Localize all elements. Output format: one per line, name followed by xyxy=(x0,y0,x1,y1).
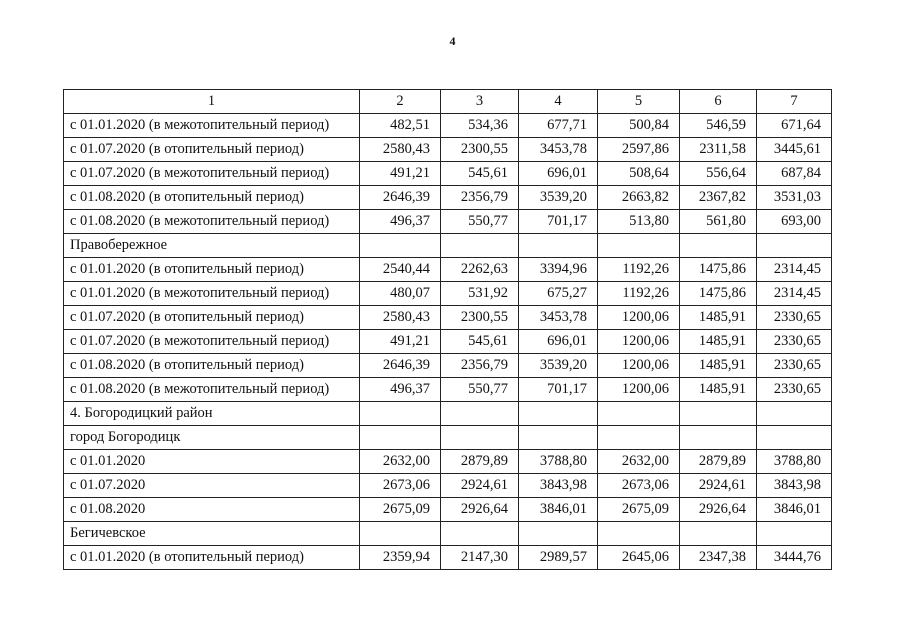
value-cell: 3444,76 xyxy=(757,546,832,570)
row-label: с 01.01.2020 (в межотопительный период) xyxy=(64,114,360,138)
value-cell: 2330,65 xyxy=(757,306,832,330)
value-cell xyxy=(680,426,757,450)
value-cell: 1475,86 xyxy=(680,258,757,282)
row-label: с 01.07.2020 xyxy=(64,474,360,498)
value-cell: 696,01 xyxy=(519,330,598,354)
row-label: с 01.01.2020 (в отопительный период) xyxy=(64,258,360,282)
value-cell: 1200,06 xyxy=(598,306,680,330)
value-cell: 1485,91 xyxy=(680,378,757,402)
value-cell: 3445,61 xyxy=(757,138,832,162)
row-label: с 01.07.2020 (в отопительный период) xyxy=(64,306,360,330)
value-cell: 1200,06 xyxy=(598,330,680,354)
value-cell: 513,80 xyxy=(598,210,680,234)
value-cell xyxy=(519,426,598,450)
value-cell xyxy=(519,402,598,426)
table-row xyxy=(64,354,832,378)
table-row xyxy=(64,498,832,522)
value-cell: 2367,82 xyxy=(680,186,757,210)
value-cell: 508,64 xyxy=(598,162,680,186)
value-cell: 675,27 xyxy=(519,282,598,306)
value-cell: 2262,63 xyxy=(441,258,519,282)
value-cell: 2347,38 xyxy=(680,546,757,570)
value-cell: 687,84 xyxy=(757,162,832,186)
value-cell xyxy=(757,234,832,258)
value-cell: 2597,86 xyxy=(598,138,680,162)
row-label: с 01.07.2020 (в межотопительный период) xyxy=(64,330,360,354)
value-cell xyxy=(441,426,519,450)
value-cell: 3453,78 xyxy=(519,138,598,162)
value-cell: 696,01 xyxy=(519,162,598,186)
table-row xyxy=(64,282,832,306)
value-cell xyxy=(680,522,757,546)
value-cell: 545,61 xyxy=(441,162,519,186)
row-label: город Богородицк xyxy=(64,426,360,450)
row-label: с 01.01.2020 (в межотопительный период) xyxy=(64,282,360,306)
row-label: Бегичевское xyxy=(64,522,360,546)
value-cell: 2663,82 xyxy=(598,186,680,210)
value-cell xyxy=(519,234,598,258)
value-cell: 2311,58 xyxy=(680,138,757,162)
value-cell: 2673,06 xyxy=(598,474,680,498)
row-label: с 01.07.2020 (в отопительный период) xyxy=(64,138,360,162)
value-cell xyxy=(441,402,519,426)
value-cell: 3843,98 xyxy=(757,474,832,498)
value-cell: 482,51 xyxy=(360,114,441,138)
header-cell: 4 xyxy=(519,90,598,114)
header-cell: 5 xyxy=(598,90,680,114)
value-cell: 2330,65 xyxy=(757,378,832,402)
value-cell: 2330,65 xyxy=(757,354,832,378)
value-cell: 2924,61 xyxy=(441,474,519,498)
value-cell: 546,59 xyxy=(680,114,757,138)
value-cell: 2926,64 xyxy=(441,498,519,522)
value-cell xyxy=(519,522,598,546)
value-cell: 3788,80 xyxy=(757,450,832,474)
value-cell: 561,80 xyxy=(680,210,757,234)
table-row xyxy=(64,522,832,546)
value-cell: 2580,43 xyxy=(360,138,441,162)
value-cell: 480,07 xyxy=(360,282,441,306)
table-row xyxy=(64,210,832,234)
value-cell: 2989,57 xyxy=(519,546,598,570)
value-cell xyxy=(598,402,680,426)
tariff-table-body xyxy=(64,90,832,570)
value-cell xyxy=(360,426,441,450)
value-cell xyxy=(757,402,832,426)
table-row xyxy=(64,138,832,162)
value-cell: 2359,94 xyxy=(360,546,441,570)
row-label: 4. Богородицкий район xyxy=(64,402,360,426)
value-cell xyxy=(680,234,757,258)
value-cell: 677,71 xyxy=(519,114,598,138)
value-cell: 1475,86 xyxy=(680,282,757,306)
row-label: Правобережное xyxy=(64,234,360,258)
value-cell: 1485,91 xyxy=(680,330,757,354)
value-cell: 701,17 xyxy=(519,378,598,402)
value-cell: 2924,61 xyxy=(680,474,757,498)
row-label: с 01.08.2020 (в отопительный период) xyxy=(64,186,360,210)
row-label: с 01.08.2020 (в отопительный период) xyxy=(64,354,360,378)
value-cell: 2879,89 xyxy=(441,450,519,474)
value-cell: 693,00 xyxy=(757,210,832,234)
value-cell: 496,37 xyxy=(360,378,441,402)
value-cell: 2632,00 xyxy=(360,450,441,474)
value-cell: 3843,98 xyxy=(519,474,598,498)
value-cell: 2926,64 xyxy=(680,498,757,522)
value-cell: 2646,39 xyxy=(360,186,441,210)
value-cell: 2314,45 xyxy=(757,282,832,306)
value-cell: 671,64 xyxy=(757,114,832,138)
value-cell xyxy=(598,522,680,546)
value-cell: 545,61 xyxy=(441,330,519,354)
value-cell: 2540,44 xyxy=(360,258,441,282)
table-row xyxy=(64,162,832,186)
header-cell: 1 xyxy=(64,90,360,114)
value-cell: 2675,09 xyxy=(360,498,441,522)
value-cell xyxy=(598,426,680,450)
header-cell: 7 xyxy=(757,90,832,114)
header-cell: 6 xyxy=(680,90,757,114)
table-row xyxy=(64,114,832,138)
value-cell: 1192,26 xyxy=(598,282,680,306)
value-cell xyxy=(441,522,519,546)
table-row xyxy=(64,234,832,258)
value-cell: 2330,65 xyxy=(757,330,832,354)
value-cell xyxy=(360,522,441,546)
value-cell: 1200,06 xyxy=(598,354,680,378)
value-cell: 2675,09 xyxy=(598,498,680,522)
value-cell: 3539,20 xyxy=(519,186,598,210)
value-cell xyxy=(757,426,832,450)
value-cell: 3788,80 xyxy=(519,450,598,474)
page-number: 4 xyxy=(449,34,456,48)
row-label: с 01.07.2020 (в межотопительный период) xyxy=(64,162,360,186)
value-cell xyxy=(680,402,757,426)
value-cell: 2632,00 xyxy=(598,450,680,474)
value-cell xyxy=(441,234,519,258)
value-cell: 2879,89 xyxy=(680,450,757,474)
value-cell: 3539,20 xyxy=(519,354,598,378)
value-cell: 3846,01 xyxy=(757,498,832,522)
row-label: с 01.08.2020 xyxy=(64,498,360,522)
table-row xyxy=(64,378,832,402)
value-cell: 1200,06 xyxy=(598,378,680,402)
value-cell xyxy=(360,234,441,258)
table-row xyxy=(64,306,832,330)
value-cell: 500,84 xyxy=(598,114,680,138)
table-row xyxy=(64,426,832,450)
row-label: с 01.01.2020 xyxy=(64,450,360,474)
value-cell: 550,77 xyxy=(441,210,519,234)
value-cell xyxy=(360,402,441,426)
value-cell: 534,36 xyxy=(441,114,519,138)
value-cell: 550,77 xyxy=(441,378,519,402)
value-cell: 2580,43 xyxy=(360,306,441,330)
table-row xyxy=(64,450,832,474)
value-cell: 2646,39 xyxy=(360,354,441,378)
value-cell: 2147,30 xyxy=(441,546,519,570)
value-cell: 491,21 xyxy=(360,162,441,186)
value-cell xyxy=(757,522,832,546)
value-cell: 3453,78 xyxy=(519,306,598,330)
table-row xyxy=(64,330,832,354)
value-cell: 701,17 xyxy=(519,210,598,234)
value-cell: 2645,06 xyxy=(598,546,680,570)
value-cell: 496,37 xyxy=(360,210,441,234)
header-row xyxy=(64,90,832,114)
value-cell: 1485,91 xyxy=(680,306,757,330)
value-cell xyxy=(598,234,680,258)
table-row xyxy=(64,258,832,282)
value-cell: 1485,91 xyxy=(680,354,757,378)
value-cell: 3531,03 xyxy=(757,186,832,210)
value-cell: 2300,55 xyxy=(441,138,519,162)
table-row xyxy=(64,546,832,570)
row-label: с 01.01.2020 (в отопительный период) xyxy=(64,546,360,570)
value-cell: 2300,55 xyxy=(441,306,519,330)
row-label: с 01.08.2020 (в межотопительный период) xyxy=(64,210,360,234)
header-cell: 2 xyxy=(360,90,441,114)
table-row xyxy=(64,186,832,210)
value-cell: 2356,79 xyxy=(441,186,519,210)
value-cell: 2314,45 xyxy=(757,258,832,282)
value-cell: 1192,26 xyxy=(598,258,680,282)
value-cell: 556,64 xyxy=(680,162,757,186)
value-cell: 3846,01 xyxy=(519,498,598,522)
value-cell: 2356,79 xyxy=(441,354,519,378)
value-cell: 2673,06 xyxy=(360,474,441,498)
value-cell: 491,21 xyxy=(360,330,441,354)
value-cell: 3394,96 xyxy=(519,258,598,282)
table-row xyxy=(64,474,832,498)
row-label: с 01.08.2020 (в межотопительный период) xyxy=(64,378,360,402)
header-cell: 3 xyxy=(441,90,519,114)
tariff-table xyxy=(63,89,832,570)
value-cell: 531,92 xyxy=(441,282,519,306)
table-row xyxy=(64,402,832,426)
